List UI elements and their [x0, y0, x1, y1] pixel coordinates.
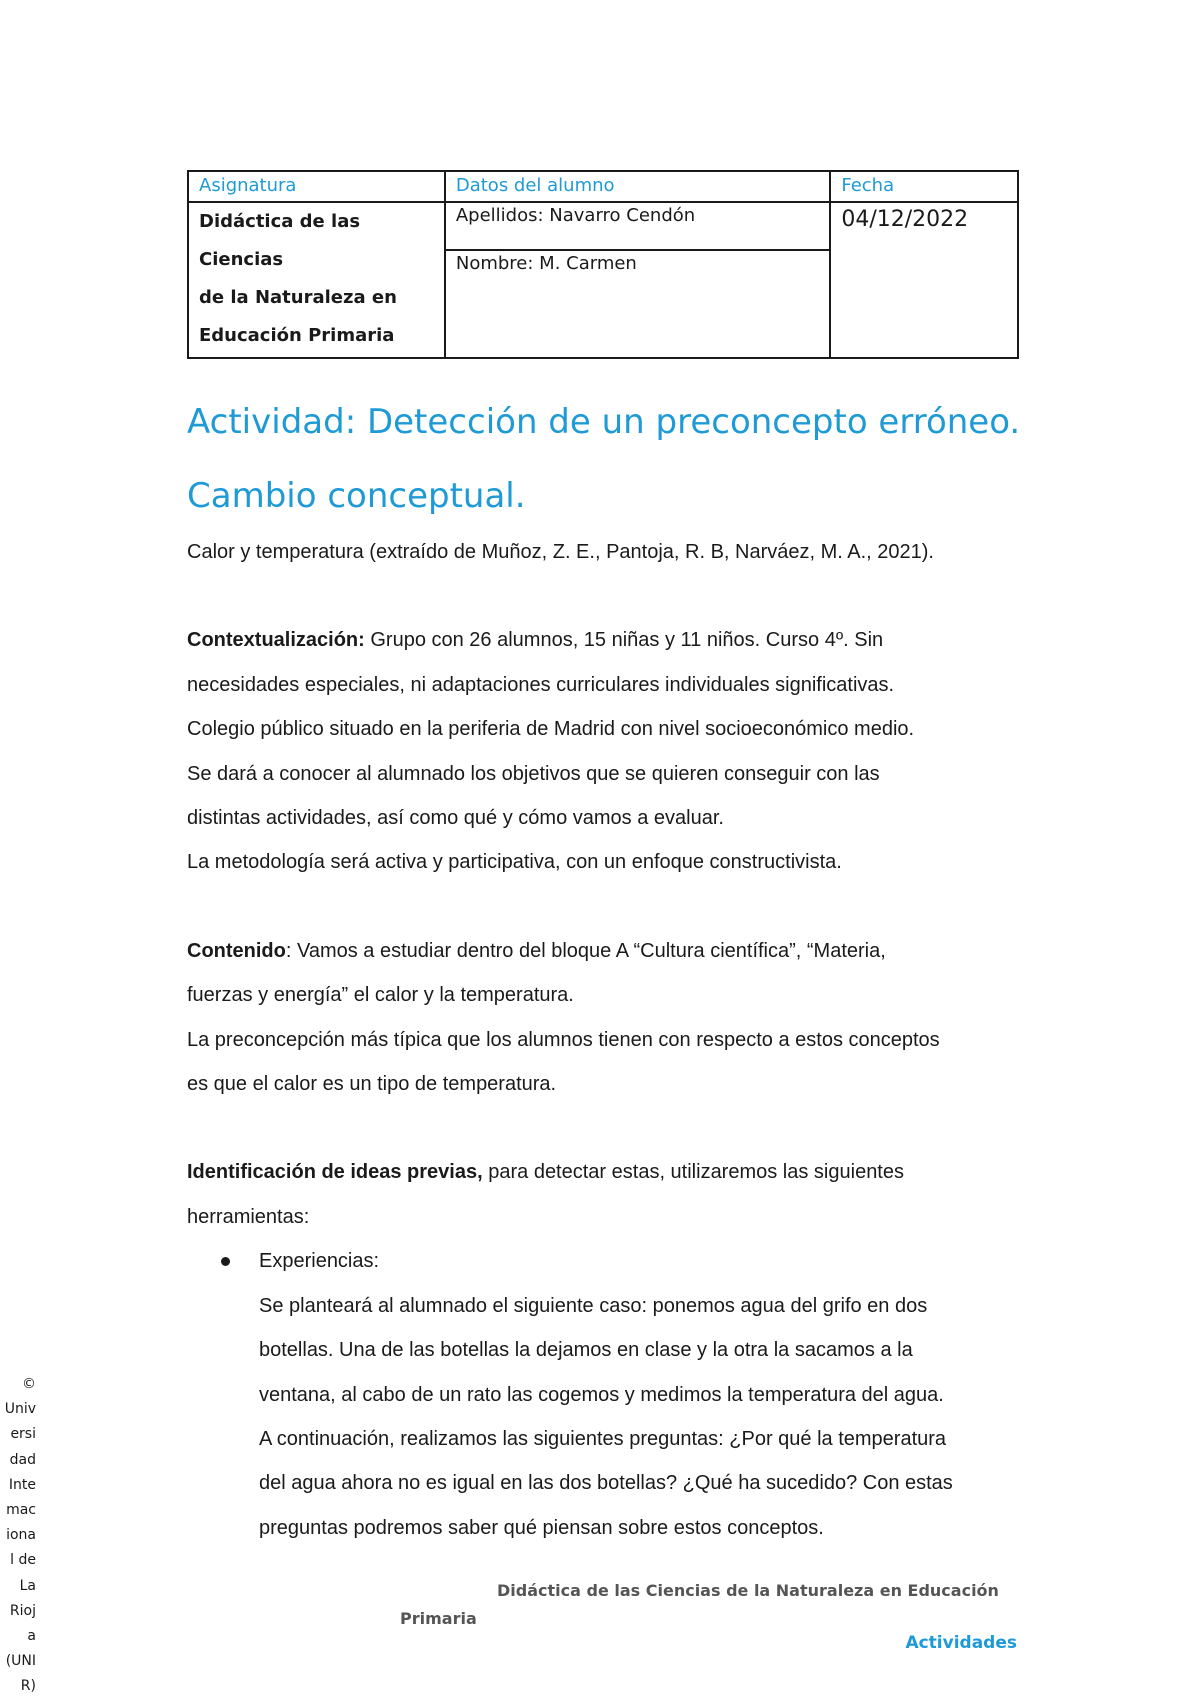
side-copyright-line: Univ — [4, 1401, 36, 1418]
content-label: Contenido — [187, 939, 286, 962]
subject-line-2: de la Naturaleza en — [199, 287, 397, 308]
list-item — [187, 1239, 1027, 1283]
ideas-line-2: herramientas: — [187, 1205, 310, 1228]
side-copyright — [0, 1372, 36, 1700]
side-copyright-line: Rioj — [9, 1602, 36, 1619]
content-text-1: : Vamos a estudiar dentro del bloque A “Cultura científica”, “Materia, — [285, 939, 886, 962]
student-label: Datos del alumno — [445, 171, 830, 202]
date-label: Fecha — [830, 171, 1018, 202]
context-line-2: necesidades especiales, ni adaptaciones curriculares individuales significativas. — [187, 673, 895, 696]
side-copyright-line: dad — [9, 1451, 36, 1468]
experience-line-6: preguntas podremos saber qué piensan sobre estos conceptos. — [259, 1516, 824, 1539]
experience-line-3: ventana, al cabo de un rato las cogemos y medimos la temperatura del agua. — [259, 1383, 944, 1406]
experience-paragraph — [187, 1284, 1027, 1550]
subject-value — [188, 202, 445, 358]
document-body — [187, 530, 1027, 1550]
experience-line-4: A continuación, realizamos las siguientes preguntas: ¿Por qué la temperatura — [259, 1427, 947, 1450]
side-copyright-line: ersi — [10, 1426, 36, 1443]
page-title — [187, 385, 1047, 533]
bullet-text: Experiencias: — [259, 1250, 380, 1273]
experience-line-1: Se planteará al alumnado el siguiente caso: ponemos agua del grifo en dos — [259, 1294, 928, 1317]
context-line-1 — [187, 618, 1027, 662]
side-copyright-line: R) — [20, 1678, 36, 1695]
footer-course — [400, 1577, 1000, 1633]
ideas-label: Identificación de ideas previas, — [187, 1161, 483, 1184]
side-copyright-line: Inte — [8, 1476, 36, 1493]
context-line-5: distintas actividades, así como qué y cómo vamos a evaluar. — [187, 807, 724, 830]
side-copyright-line: a — [27, 1628, 36, 1645]
surname-value: Apellidos: Navarro Cendón — [445, 202, 830, 250]
bullet-icon — [221, 1257, 230, 1266]
footer-section: Actividades — [905, 1633, 1017, 1653]
ideas-text-1: para detectar estas, utilizaremos las siguientes — [482, 1161, 904, 1184]
context-line-4: Se dará a conocer al alumnado los objetivos que se quieren conseguir con las — [187, 762, 880, 785]
context-text-1: Grupo con 26 alumnos, 15 niñas y 11 niños. Curso 4º. Sin — [364, 629, 884, 652]
side-copyright-line: iona — [6, 1527, 36, 1544]
side-copyright-line: (UNI — [5, 1653, 36, 1670]
title-line-1: Actividad: Detección de un preconcepto erróneo. — [187, 402, 1021, 442]
content-line-3: La preconcepción más típica que los alumnos tienen con respecto a estos conceptos — [187, 1028, 940, 1051]
title-line-2: Cambio conceptual. — [187, 476, 526, 516]
footer-course-line-1: Didáctica de las Ciencias de la Naturaleza en Educación — [497, 1581, 999, 1600]
side-copyright-line: l de — [10, 1552, 36, 1569]
content-line-4: es que el calor es un tipo de temperatura. — [187, 1073, 557, 1096]
header-row-values — [188, 202, 1018, 250]
header-table — [187, 170, 1019, 359]
content-line-2: fuerzas y energía” el calor y la temperatura. — [187, 984, 574, 1007]
content-line-1 — [187, 929, 1027, 973]
footer-course-line-2: Primaria — [400, 1609, 477, 1628]
ideas-line-1 — [187, 1150, 1027, 1194]
context-line-3: Colegio público situado en la periferia de Madrid con nivel socioeconómico medio. — [187, 718, 915, 741]
subject-label: Asignatura — [188, 171, 445, 202]
date-value: 04/12/2022 — [830, 202, 1018, 358]
side-copyright-line: La — [19, 1577, 36, 1594]
source-line: Calor y temperatura (extraído de Muñoz, Z. E., Pantoja, R. B, Narváez, M. A., 2021). — [187, 541, 934, 563]
name-value: Nombre: M. Carmen — [445, 250, 830, 358]
tools-list — [187, 1239, 1027, 1283]
experience-line-5: del agua ahora no es igual en las dos botellas? ¿Qué ha sucedido? Con estas — [259, 1472, 953, 1495]
side-copyright-line: mac — [6, 1502, 36, 1519]
subject-line-3: Educación Primaria — [199, 325, 395, 346]
context-label: Contextualización: — [187, 629, 365, 652]
subject-line-1: Didáctica de las Ciencias — [199, 211, 361, 270]
side-copyright-line: © — [22, 1376, 36, 1392]
experience-line-2: botellas. Una de las botellas la dejamos en clase y la otra la sacamos a la — [259, 1339, 913, 1362]
context-line-6: La metodología será activa y participativa, con un enfoque constructivista. — [187, 851, 842, 874]
header-row-labels — [188, 171, 1018, 202]
